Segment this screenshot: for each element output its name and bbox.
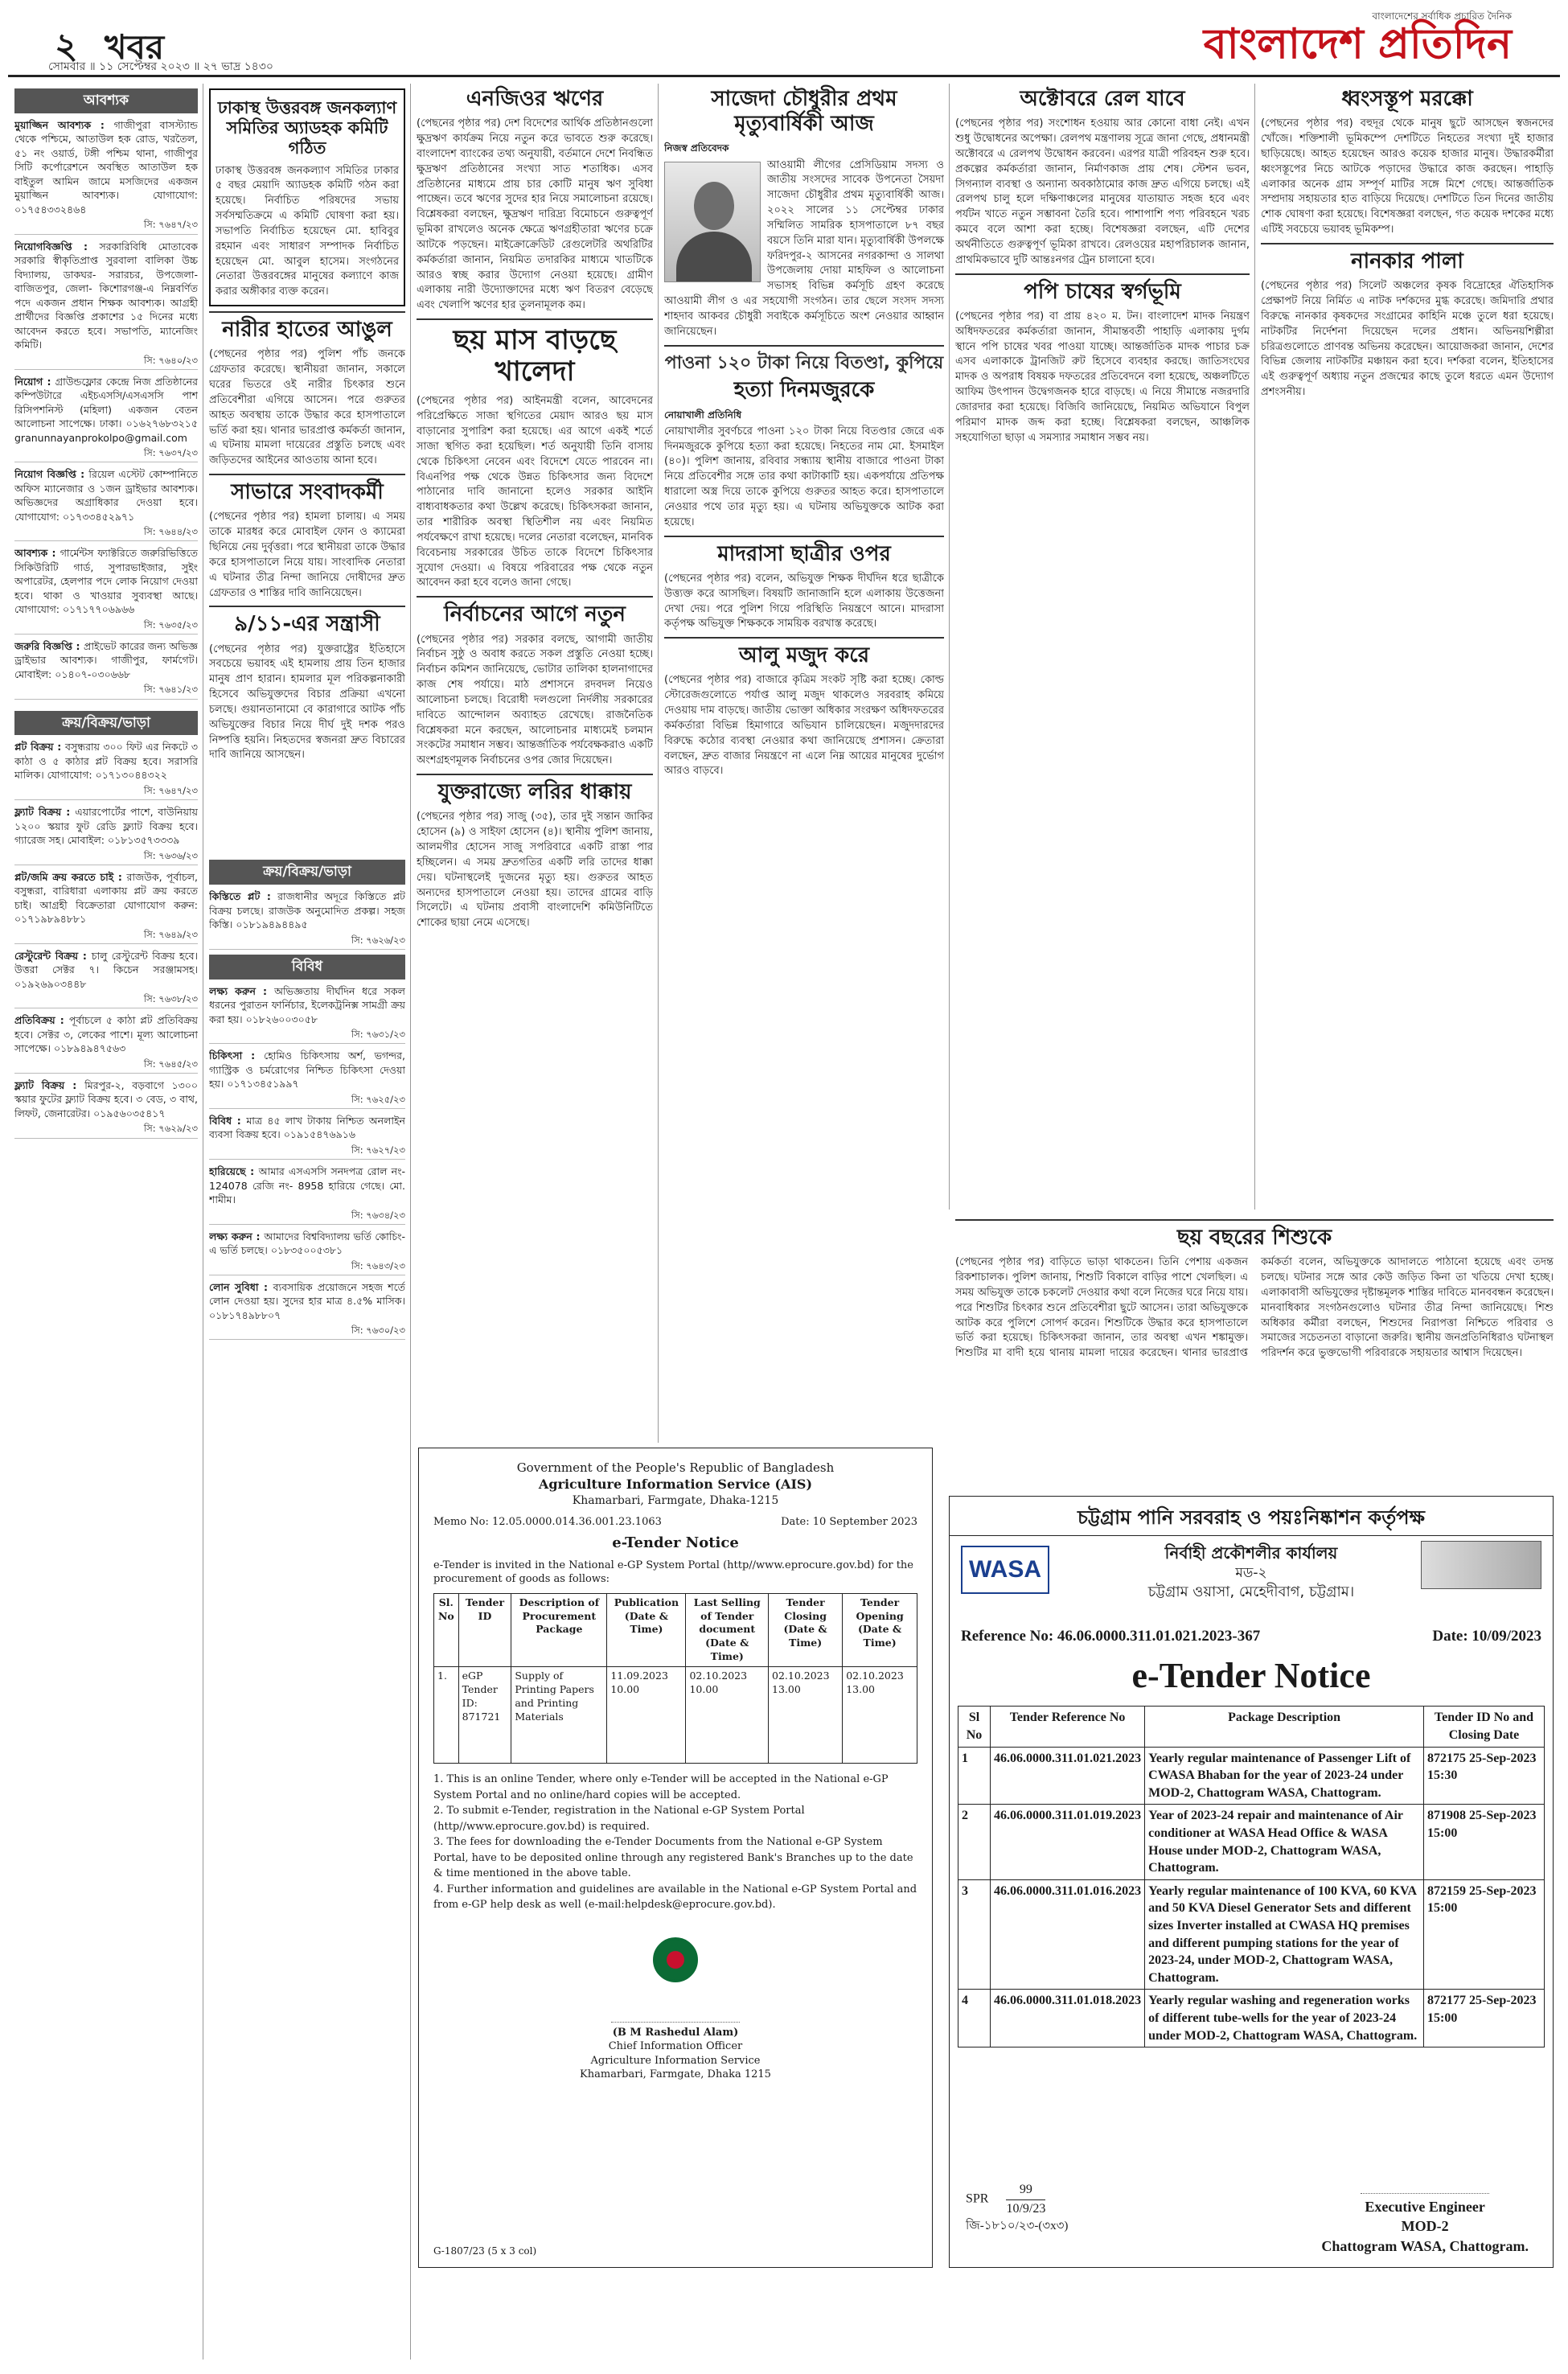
column-6 — [1261, 84, 1554, 1210]
wasa-spr-stamp — [1006, 2181, 1045, 2218]
column-4 — [664, 84, 944, 1443]
table-cell: 46.06.0000.311.01.018.2023 — [991, 1990, 1145, 2047]
classified-ref: সি: ৭৬৪৯/২৩ — [14, 928, 198, 944]
table-cell: 3 — [958, 1879, 991, 1990]
classified-ref: সি: ৭৬৪০/২৩ — [14, 354, 198, 370]
story-samiti — [209, 88, 405, 306]
table-cell: 02.10.2023 13.00 — [769, 1667, 843, 1764]
misc-header: বিবিধ — [209, 955, 405, 980]
ais-note: 1. This is an online Tender, where only e-Tender will be accepted in the National e-GP System Portal and no online/hard copies will be accepted. — [433, 1773, 889, 1801]
ais-signer-title: Chief Information Officer — [608, 2040, 743, 2053]
table-header-cell: Sl No — [958, 1707, 991, 1747]
story-headline: ঢাকাস্থ উত্তরবঙ্গ জনকল্যাণ সমিতির অ্যাডহক কমিটি গঠিত — [217, 98, 397, 158]
table-cell: 872175 25-Sep-2023 15:30 — [1424, 1747, 1545, 1805]
classified-item — [209, 1280, 405, 1341]
wasa-tender-table — [958, 1706, 1545, 2047]
column-3 — [417, 84, 653, 1443]
wasa-spr-date: 10/9/23 — [1006, 2201, 1046, 2216]
classified-ref: সি: ৭৬৩৭/২৩ — [14, 446, 198, 462]
table-cell: 46.06.0000.311.01.019.2023 — [991, 1805, 1145, 1879]
ais-signer-addr: Khamarbari, Farmgate, Dhaka 1215 — [580, 2068, 771, 2081]
ais-memo: Memo No: 12.05.0000.014.36.001.23.1063 — [433, 1515, 662, 1528]
classified-ref: সি: ৭৬৪৫/২৩ — [14, 1058, 198, 1074]
table-cell: 1 — [958, 1747, 991, 1805]
classified-title: নিয়োগ : — [14, 375, 55, 388]
table-cell: 1. — [434, 1667, 459, 1764]
classified-ref: সি: ৭৬৩৪/২৩ — [209, 1209, 405, 1225]
table-cell: 2 — [958, 1805, 991, 1879]
column-divider — [949, 84, 950, 1210]
classified-item — [14, 1078, 198, 1139]
classified-text: আমার এসএসসি সনদপত্র রোল নং- 124078 রেজি নং- 8958 হারিয়ে গেছে। মো. শামীম। — [209, 1165, 405, 1206]
story-body: আওয়ামী লীগের প্রেসিডিয়াম সদস্য ও জাতীয় সংসদের সাবেক উপনেতা সৈয়দা সাজেদা চৌধুরীর প্রথম মৃত্যুবার্ষিকী আজ। ২০২২ সালের ১১ সেপ্টেম্বর ঢাকার সম্মিলিত সামরিক হাসপাতালে ৮৭ বছর বয়সে তিনি মারা যান। মৃত্যুবার্ষিকী উপলক্ষে ফরিদপুর-২ আসনের নগরকান্দা ও সালথা উপজেলায় দোয়া মাহফিল ও আলোচনা সভাসহ বিভিন্ন কর্মসূচি গ্রহণ করেছে আওয়ামী লীগ ও এর সহযোগী সংগঠন। তার ছেলে সংসদ সদস্য শাহদাব আকবর চৌধুরী সবাইকে কর্মসূচিতে অংশ নেওয়ার আহ্বান জানিয়েছেন। — [664, 158, 944, 338]
table-header-cell: Description of Procurement Package — [511, 1593, 607, 1666]
wasa-signature-block — [1321, 2168, 1529, 2256]
classified-ref: সি: ৭৬২৬/২৩ — [209, 934, 405, 950]
classified-ref: সি: ৭৬৪১/২৩ — [14, 683, 198, 699]
table-header-cell: Tender ID No and Closing Date — [1424, 1707, 1545, 1747]
table-cell: 46.06.0000.311.01.021.2023 — [991, 1747, 1145, 1805]
story-byline: নিজস্ব প্রতিবেদক — [664, 142, 729, 154]
ais-date: Date: 10 September 2023 — [781, 1515, 917, 1528]
story-body: (পেছনের পৃষ্ঠার পর) আইনমন্ত্রী বলেন, আবেদনের পরিপ্রেক্ষিতে সাজা স্থগিতের মেয়াদ আরও ছয় মাস বাড়ানোর সুপারিশ করা হয়েছে। এর আগে একই শর্তে সাজা স্থগিত করা হয়েছিল। শর্ত অনুযায়ী তিনি বাসায় থেকে চিকিৎসা নেবেন এবং বিদেশে যেতে পারবেন না। বিএনপির পক্ষ থেকে উন্নত চিকিৎসার জন্য বিদেশে পাঠানোর দাবি জানানো হলেও সরকার আইনি বাধ্যবাধকতার কথা উল্লেখ করেছে। চিকিৎসকরা জানান, তার শারীরিক অবস্থা স্থিতিশীল নয় এবং নিয়মিত পর্যবেক্ষণে রাখা হয়েছে। দলের নেতারা বলেছেন, মানবিক বিবেচনায় সরকারের উচিত তাকে বিদেশে চিকিৎসার সুযোগ দেওয়া। এ বিষয়ে পরিবারের পক্ষ থেকে নতুন আবেদন করা হবে বলেও জানা গেছে। — [417, 395, 653, 589]
story-body: নোয়াখালীর সুবর্ণচরে পাওনা ১২০ টাকা নিয়ে বিতণ্ডার জেরে এক দিনমজুরকে কুপিয়ে হত্যা করা হয়েছে। নিহতের নাম মো. ইসমাইল (৪০)। পুলিশ জানায়, রবিবার সন্ধ্যায় স্থানীয় বাজারে পাওনা টাকা নিয়ে প্রতিবেশীর সঙ্গে তার কথা কাটাকাটি হয়। একপর্যায়ে প্রতিপক্ষ ধারালো অস্ত্র দিয়ে তাকে কুপিয়ে গুরুতর আহত করে। হাসপাতালে নেওয়ার পথে তার মৃত্যু হয়। এ ঘটনায় অভিযুক্তকে আটক করা হয়েছে। — [664, 425, 944, 528]
ais-intro: e-Tender is invited in the National e-GP System Portal (http//www.eprocure.gov.bd) for the procurement of goods as follows: — [433, 1559, 913, 1586]
classified-item — [14, 740, 198, 800]
classified-text: ব্যবসায়িক প্রয়োজনে সহজ শর্তে লোন দেওয়া হয়। সুদের হার মাত্র ৪.৫% মাসিক। ০১৮১৭৪৯৮৮০৭ — [209, 1280, 405, 1321]
classified-item — [14, 375, 198, 463]
classified-item — [14, 118, 198, 235]
story-body: (পেছনের পৃষ্ঠার পর) পুলিশ পাঁচ জনকে গ্রেফতার করেছে। স্থানীয়রা জানান, সকালে ঘরের ভিতরে ওই নারীর চিৎকার শুনে প্রতিবেশীরা এগিয়ে আসেন। পরে গুরুতর আহত অবস্থায় তাকে উদ্ধার করে হাসপাতালে ভর্তি করা হয়। থানার ভারপ্রাপ্ত কর্মকর্তা জানান, এ ঘটনায় মামলা দায়েরের প্রস্তুতি চলছে এবং জড়িতদের আইনের আওতায় আনা হবে। — [209, 348, 405, 467]
signature — [611, 1997, 740, 2023]
story-body: (পেছনের পৃষ্ঠার পর) দেশ বিদেশের আর্থিক প্রতিষ্ঠানগুলো ক্ষুদ্রঋণ কার্যক্রম নিয়ে নতুন করে ভাবতে শুরু করেছে। বাংলাদেশ ব্যাংকের তথ্য অনুযায়ী, বর্তমানে দেশে নিবন্ধিত ক্ষুদ্রঋণ প্রতিষ্ঠানের সংখ্যা সাত শতাধিক। এসব প্রতিষ্ঠানের মাধ্যমে প্রায় চার কোটি মানুষ ঋণ সুবিধা পাচ্ছেন। তবে ঋণের সুদের হার নিয়ে সমালোচনা রয়েছে। বিশ্লেষকরা বলছেন, ক্ষুদ্রঋণ দারিদ্র্য বিমোচনে গুরুত্বপূর্ণ ভূমিকা রাখলেও অনেক ক্ষেত্রে ঋণগ্রহীতারা ঋণের চক্রে আটকে পড়ছেন। মাইক্রোক্রেডিট রেগুলেটরি অথরিটির কর্মকর্তারা জানান, নিয়মিত তদারকির মাধ্যমে খাতটিকে আরও স্বচ্ছ করার উদ্যোগ নেওয়া হয়েছে। গ্রামীণ এলাকায় নারী উদ্যোক্তাদের মধ্যে ঋণ বিতরণ বেড়েছে এবং খেলাপি ঋণের হার তুলনামূলক কম। — [417, 117, 653, 312]
buysell-list — [14, 740, 198, 1138]
portrait-photo — [664, 162, 761, 282]
table-row — [958, 1805, 1545, 1879]
story-headline: মাদরাসা ছাত্রীর ওপর — [717, 541, 891, 566]
masthead — [8, 0, 1560, 77]
table-cell: eGP Tender ID: 871721 — [458, 1667, 511, 1764]
classified-item — [14, 240, 198, 370]
story-headline: সাভারে সংবাদকর্মী — [231, 480, 384, 505]
table-cell: 872177 25-Sep-2023 15:00 — [1424, 1990, 1545, 2047]
classified-ref: সি: ৭৬৪৭/২৩ — [14, 784, 198, 800]
classified-title: ফ্ল্যাট বিক্রয় : — [14, 1078, 85, 1091]
table-row — [958, 1990, 1545, 2047]
classified-title: জরুরি বিজ্ঞপ্তি : — [14, 639, 84, 652]
table-cell: Year of 2023-24 repair and maintenance of Air conditioner at WASA Head Office & WASA House under MOD-2, Chattogram WASA, Chattogram. — [1145, 1805, 1424, 1879]
column-divider — [410, 84, 411, 2360]
column-divider — [658, 84, 659, 1443]
newspaper-logo — [1204, 10, 1512, 67]
classified-title: ফ্ল্যাট বিক্রয় : — [14, 806, 76, 819]
table-row — [958, 1879, 1545, 1990]
wasa-signer-org: Chattogram WASA, Chattogram. — [1321, 2237, 1529, 2254]
table-cell: Yearly regular maintenance of 100 KVA, 60 KVA and 50 KVA Diesel Generator Sets and different sizes Inverter installed at CWASA HQ premises and different pumping stations for the year of 2023-24, under MOD-2, Chattogram WASA, Chattogram. — [1145, 1879, 1424, 1990]
wasa-bn-division: মড-২ — [1235, 1565, 1267, 1582]
story-kicker: পাওনা ১২০ টাকা নিয়ে বিতণ্ডা, কুপিয়ে — [664, 352, 944, 373]
ais-code: G-1807/23 (5 x 3 col) — [433, 2245, 537, 2257]
classified-item — [14, 805, 198, 865]
classified-ref: সি: ৭৬৩১/২৩ — [209, 1028, 405, 1044]
classified-text: মাত্র ৪৫ লাখ টাকায় নিশ্চিত অনলাইন ব্যবসা বিক্রয় হবে। ০১৯১৫৪৭৬৯১৬ — [209, 1114, 405, 1141]
logo-tagline: বাংলাদেশের সর্বাধিক প্রচারিত দৈনিক — [1372, 10, 1512, 22]
story-body: (পেছনের পৃষ্ঠার পর) বহুদূর থেকে মানুষ ছুটে আসছেন স্বজনদের খোঁজে। শক্তিশালী ভূমিকম্পে দেশটিতে নিহতের সংখ্যা দুই হাজার ছাড়িয়েছে। আহত হয়েছেন আরও কয়েক হাজার মানুষ। উদ্ধারকর্মীরা ধ্বংসস্তূপের নিচে আটকে পড়াদের উদ্ধারে কাজ করছেন। পাহাড়ি এলাকার অনেক গ্রাম সম্পূর্ণ মাটির সঙ্গে মিশে গেছে। আন্তর্জাতিক সম্প্রদায় সহায়তার হাত বাড়িয়ে দিয়েছে। দেশটিতে তিন দিনের জাতীয় শোক ঘোষণা করা হয়েছে। বিশেষজ্ঞরা বলছেন, গত কয়েক দশকের মধ্যে এটিই সবচেয়ে ভয়াবহ ভূমিকম্প। — [1261, 117, 1554, 236]
wasa-signer-div: MOD-2 — [1401, 2218, 1449, 2235]
wasa-spr-num: 99 — [1006, 2181, 1045, 2199]
classified-ref: সি: ৭৬৩৫/২৩ — [14, 618, 198, 635]
classifieds-header: আবশ্যক — [14, 88, 198, 113]
table-cell: 11.09.2023 10.00 — [607, 1667, 686, 1764]
classified-item — [14, 639, 198, 700]
classified-text: গ্রাউন্ডফ্লোর কেন্দ্রে নিজ প্রতিষ্ঠানের কম্পিউটারে এইচএসসি/এসএসসি পাশ রিসিপশনিস্ট (মহিলা) একজন বেতন আলোচনা সাপেক্ষে। ঢাকা। ০১৬২৭৬৮৩২১৫ granunnayanprokolpo@gmail.com — [14, 375, 198, 444]
classified-title: মুয়াজ্জিন আবশ্যক : — [14, 118, 114, 131]
classifieds-column — [14, 84, 198, 2360]
table-cell: 4 — [958, 1990, 991, 2047]
date-line: সোমবার ॥ ১১ সেপ্টেম্বর ২০২৩ ॥ ২৭ ভাদ্র ১৪৩০ — [48, 60, 273, 73]
wasa-header — [950, 1536, 1553, 1624]
story-headline: এনজিওর ঋণের — [466, 87, 604, 111]
story-body: (পেছনের পৃষ্ঠার পর) যুক্তরাষ্ট্রের ইতিহাসে সবচেয়ে ভয়াবহ এই হামলায় প্রায় তিন হাজার মানুষ প্রাণ হারান। হামলার মূল পরিকল্পনাকারী হিসেবে অভিযুক্তদের বিচার প্রক্রিয়া এখনো চলছে। গুয়ানতানামো বে কারাগারে আটক পাঁচ অভিযুক্তের বিচার নিয়ে দীর্ঘ দুই দশক পরও নিষ্পত্তি হয়নি। নিহতদের স্বজনরা দ্রুত বিচারের দাবি জানিয়ে আসছেন। — [209, 643, 405, 762]
ais-signer-org: Agriculture Information Service — [590, 2054, 761, 2067]
classified-text: সরকারিবিধি মোতাবেক সরকারি স্বীকৃতিপ্রাপ্ত সুরবালা বালিকা উচ্চ বিদ্যালয়, ডাকঘর- সরারচর, উপজেলা- বাজিতপুর, জেলা- কিশোরগঞ্জ-এ নিম্নবর্ণিত পদে একজন প্রধান শিক্ষক আবশ্যক। আগ্রহী প্রার্থীদের বিজ্ঞপ্তি প্রকাশের ১৫ দিনের মধ্যে আবেদন করতে হবে। সভাপতি, ম্যানেজিং কমিটি। — [14, 240, 198, 351]
wasa-spr — [966, 2181, 1068, 2235]
table-cell: 46.06.0000.311.01.016.2023 — [991, 1879, 1145, 1990]
classified-text: গার্মেন্টস ফ্যাক্টরিতে জরুরিভিত্তিতে সিকিউরিটি গার্ড, সুপারভাইজার, সুইং অপারেটর, হেলপার পদে লোক নিয়োগ দেওয়া হবে। থাকা ও খাওয়ার সুব্যবস্থা আছে। যোগাযোগ: ০১৭১৭৭০৬৯৬৬ — [14, 547, 198, 616]
classified-item — [209, 1164, 405, 1225]
wasa-bn-org: চট্টগ্রাম পানি সরবরাহ ও পয়ঃনিষ্কাশন কর্তৃপক্ষ — [950, 1497, 1553, 1536]
ais-title: e-Tender Notice — [612, 1534, 739, 1552]
classified-text: চালু রেস্টুরেন্ট বিক্রয় হবে। উত্তরা সেক্টর ৭। কিচেন সরঞ্জামসহ। ০১৯২৬৯০৩৪৪৮ — [14, 949, 198, 990]
table-header-cell: Sl. No — [434, 1593, 459, 1666]
wasa-tender-notice — [949, 1496, 1554, 2268]
classified-text: অভিজ্ঞতায় দীর্ঘদিন ধরে সকল ধরনের পুরাতন ফার্নিচার, ইলেকট্রনিক্স সামগ্রী ক্রয় করা হয়। ০১৮২৬০০৩০৫৮ — [209, 984, 405, 1025]
classified-title: লক্ষ্য করুন : — [209, 984, 275, 997]
story-headline: নারীর হাতের আঙুল — [222, 318, 392, 343]
page-number: ২ — [55, 26, 78, 67]
classified-ref: সি: ৭৬২৯/২৩ — [14, 1122, 198, 1138]
ais-gov: Government of the People's Republic of Bangladesh — [516, 1460, 835, 1475]
ais-org: Agriculture Information Service (AIS) — [538, 1477, 813, 1493]
classified-title: লক্ষ্য করুন : — [209, 1230, 265, 1242]
wasa-ref-line — [950, 1624, 1553, 1649]
table-cell: 872159 25-Sep-2023 15:00 — [1424, 1879, 1545, 1990]
signature — [1361, 2168, 1489, 2194]
ais-note: 3. The fees for downloading the e-Tender Documents from the National e-GP System Portal, have to be deposited online through any registered Bank's Branches up to the date & time mentioned in the above table. — [433, 1836, 913, 1880]
story-body: (পেছনের পৃষ্ঠার পর) বাজারে কৃত্রিম সংকট সৃষ্টি করা হচ্ছে। কোল্ড স্টোরেজগুলোতে পর্যাপ্ত আলু মজুদ থাকলেও সরবরাহ কমিয়ে দেওয়ায় দাম বাড়ছে। জাতীয় ভোক্তা অধিকার সংরক্ষণ অধিদফতরের কর্মকর্তারা বিভিন্ন হিমাগারে অভিযান চালিয়েছেন। মজুদদারদের বিরুদ্ধে কঠোর ব্যবস্থা নেওয়ার কথা জানিয়েছে প্রশাসন। ক্রেতারা বলছেন, দ্রুত বাজার নিয়ন্ত্রণে না এলে নিম্ন আয়ের মানুষের দুর্ভোগ আরও বাড়বে। — [664, 674, 944, 778]
classified-text: প্রাইভেট কারের জন্য অভিজ্ঞ ড্রাইভার আবশ্যক। গাজীপুর, ফার্মগেট। মোবাইল: ০১৪০৭-০৩০৬৬৮ — [14, 639, 198, 680]
ais-address: Khamarbari, Farmgate, Dhaka-1215 — [572, 1493, 779, 1507]
ais-note: 2. To submit e-Tender, registration in the National e-GP System Portal (http//www.eprocure.gov.bd) is required. — [433, 1805, 805, 1833]
table-cell: 871908 25-Sep-2023 15:00 — [1424, 1805, 1545, 1879]
pm-photo — [1421, 1541, 1541, 1589]
classifieds-list — [14, 118, 198, 700]
classified-title: প্রতিবিক্রয় : — [14, 1014, 69, 1027]
table-header-cell: Tender Reference No — [991, 1707, 1145, 1747]
ais-note: 4. Further information and guidelines are available in the National e-GP System Portal and from e-GP help desk as well (e-mail:helpdesk@eprocure.gov.bd). — [433, 1883, 917, 1912]
wasa-logo: WASA — [961, 1546, 1049, 1594]
classified-ref: সি: ৭৬৪৪/২৩ — [14, 525, 198, 541]
story-headline: সাজেদা চৌধুরীর প্রথম মৃত্যুবার্ষিকী আজ — [711, 87, 897, 137]
classified-text: রিয়েল এস্টেট কোম্পানিতে অফিস ম্যানেজার ও ১জন ড্রাইভার আবশ্যক। অভিজ্ঞদের অগ্রাধিকার দেওয়া হবে। যোগাযোগ: ০১৭৩৩৪৫২৯৭১ — [14, 468, 198, 523]
classified-title: বিবিধ : — [209, 1114, 247, 1127]
classified-text: আমাদের বিশ্ববিদ্যালয় ভর্তি কোচিং-এ ভর্তি চলছে। ০১৮৩৫০০৫৩৮১ — [209, 1230, 405, 1257]
wasa-bn-address: চট্টগ্রাম ওয়াসা, মেহেদীবাগ, চট্টগ্রাম। — [1147, 1583, 1355, 1601]
classified-text: এয়ারপোর্টের পাশে, বাউনিয়ায় ১২০০ স্কয়ার ফুট রেডি ফ্ল্যাট বিক্রয় হবে। গ্যারেজ সহ। মোবাইল: ০১৮১৩৫৭৩৩৩৯ — [14, 806, 198, 847]
classified-text: গাজীপুরা বাসস্ট্যান্ড থেকে পশ্চিমে, আতাউল হক রোড, খরতৈল, ৫১ নং ওয়ার্ড, টঙ্গী পশ্চিম থানা, গাজীপুর সিটি কর্পোরেশনে অবস্থিত আতাউল হক বাইতুল আমিন জামে মসজিদের একজন মুয়াজ্জিন আবশ্যক। যোগাযোগ: ০১৭৫৪৩৩২৪৬৪ — [14, 118, 198, 216]
table-cell: Yearly regular washing and regeneration works of different tube-wells for the year of 2023-24 under MOD-2, Chattogram WASA, Chattogram. — [1145, 1990, 1424, 2047]
classified-title: চিকিৎসা : — [209, 1049, 265, 1062]
story-headline: নির্বাচনের আগে নতুন — [444, 602, 626, 627]
story-headline: ছয় মাস বাড়ছে খালেদা — [453, 324, 617, 388]
story-headline: ধ্বংসস্তূপ মরক্কো — [1341, 87, 1473, 111]
table-header-cell: Last Selling of Tender document (Date & Time) — [686, 1593, 769, 1666]
story-headline: আলু মজুদ করে — [738, 643, 870, 668]
ais-signer: (B M Rashedul Alam) — [612, 2026, 739, 2039]
ais-signature-block — [433, 1997, 917, 2082]
classified-title: প্লট/জমি ক্রয় করতে চাই : — [14, 870, 127, 883]
column-5 — [955, 84, 1250, 1210]
story-headline: নানকার পালা — [1351, 248, 1463, 273]
wasa-reference: Reference No: 46.06.0000.311.01.021.2023-367 — [961, 1628, 1261, 1645]
wasa-title: e-Tender Notice — [1131, 1656, 1371, 1696]
classified-title: হারিয়েছে : — [209, 1165, 259, 1178]
buysell2-header: ক্রয়/বিক্রয়/ভাড়া — [209, 860, 405, 885]
ais-notes — [433, 1772, 917, 1913]
classified-title: নিয়োগ বিজ্ঞপ্তি : — [14, 468, 89, 481]
ais-tender-table — [433, 1593, 917, 1764]
classified-text: মিরপুর-২, বড়বাগে ১৩০০ স্কয়ার ফুটের ফ্ল্যাট বিক্রয় হবে। ৩ বেড, ৩ বাথ, লিফট, জেনারেটর। ০১৯৫৬০৩৫৪১৭ — [14, 1078, 198, 1119]
table-cell: Yearly regular maintenance of Passenger Lift of CWASA Bhaban for the year of 2023-24 under MOD-2, Chattogram WASA, Chattogram. — [1145, 1747, 1424, 1805]
classified-ref: সি: ৭৬৩৬/২৩ — [14, 849, 198, 865]
table-header-cell: Publication (Date & Time) — [607, 1593, 686, 1666]
classified-ref: সি: ৭৬৪৭/২৩ — [14, 218, 198, 234]
table-row — [958, 1747, 1545, 1805]
table-cell: 02.10.2023 10.00 — [686, 1667, 769, 1764]
classified-item — [209, 1114, 405, 1160]
story-body: (পেছনের পৃষ্ঠার পর) বাড়িতে ভাড়া থাকতেন। তিনি পেশায় একজন রিকশাচালক। পুলিশ জানায়, শিশুটি বিকালে বাড়ির পাশে খেলছিল। এ সময় অভিযুক্ত তাকে চকলেট দেওয়ার কথা বলে নিজের ঘরে নিয়ে যায়। পরে শিশুটির চিৎকার শুনে প্রতিবেশীরা ছুটে আসেন। তারা অভিযুক্তকে আটক করে পুলিশে সোপর্দ করেন। শিশুটিকে উদ্ধার করে হাসপাতালে ভর্তি করা হয়েছে। চিকিৎসকরা জানান, তার অবস্থা এখন শঙ্কামুক্ত। শিশুটির মা বাদী হয়ে থানায় মামলা দায়ের করেছেন। থানার ভারপ্রাপ্ত কর্মকর্তা বলেন, অভিযুক্তকে আদালতে পাঠানো হয়েছে এবং তদন্ত চলছে। ঘটনার সঙ্গে আর কেউ জড়িত কিনা তা খতিয়ে দেখা হচ্ছে। এলাকাবাসী অভিযুক্তের দৃষ্টান্তমূলক শাস্তির দাবিতে মানববন্ধন করেছেন। মানবাধিকার সংগঠনগুলোও ঘটনার তীব্র নিন্দা জানিয়েছে। শিশু অধিকার কর্মীরা বলছেন, শিশুদের নিরাপত্তা নিশ্চিতে পরিবার ও সমাজের সচেতনতা বাড়ানো জরুরি। স্থানীয় জনপ্রতিনিধিরাও ঘটনাস্থল পরিদর্শন করে ভুক্তভোগী পরিবারকে সহায়তার আশ্বাস দিয়েছেন। — [955, 1256, 1554, 1360]
classified-item — [14, 467, 198, 541]
classified-title: রেস্টুরেন্ট বিক্রয় : — [14, 949, 92, 962]
story-headline: পপি চাষের স্বর্গভূমি — [1024, 279, 1181, 304]
story-byline: নোয়াখালী প্রতিনিধি — [664, 409, 742, 421]
ais-tender-notice — [418, 1448, 933, 2268]
story-headline: ৯/১১-এর সন্ত্রাসী — [234, 612, 380, 637]
classified-text: পূর্বাচলে ৫ কাঠা প্লট প্রতিবিক্রয় হবে। সেক্টর ৩, লেকের পাশে। মূল্য আলোচনা সাপেক্ষে। ০১৮৯৪৯৪৭৫৬৩ — [14, 1014, 198, 1055]
classified-item — [209, 889, 405, 950]
column-2 — [209, 84, 405, 2360]
table-cell: 02.10.2023 13.00 — [843, 1667, 917, 1764]
story-body: (পেছনের পৃষ্ঠার পর) হামলা চালায়। এ সময় তাকে মারধর করে মোবাইল ফোন ও ক্যামেরা ছিনিয়ে নেয় দুর্বৃত্তরা। পরে স্থানীয়রা তাকে উদ্ধার করে হাসপাতালে নিয়ে যায়। সাংবাদিক নেতারা এ ঘটনার তীব্র নিন্দা জানিয়ে দোষীদের দ্রুত গ্রেফতার ও শাস্তির দাবি জানিয়েছেন। — [209, 511, 405, 599]
classified-ref: সি: ৭৬২৫/২৩ — [209, 1093, 405, 1109]
story-body: (পেছনের পৃষ্ঠার পর) সিলেট অঞ্চলের কৃষক বিদ্রোহের ঐতিহাসিক প্রেক্ষাপট নিয়ে নির্মিত এ নাটক দর্শকদের মুগ্ধ করেছে। জমিদারি প্রথার বিরুদ্ধে নানকার কৃষকদের সংগ্রামের কাহিনি মঞ্চে তুলে ধরা হয়েছে। নাটকটির নির্দেশনা দিয়েছেন দলের প্রধান। অভিনয়শিল্পীরা চরিত্রগুলোতে প্রাণবন্ত অভিনয় করেছেন। আয়োজকরা জানান, দেশের বিভিন্ন জেলায় নাটকটির মঞ্চায়ন করা হবে। দর্শকরা বলেন, ইতিহাসের এই গুরুত্বপূর্ণ অধ্যায় নতুন প্রজন্মের কাছে তুলে ধরতে এমন উদ্যোগ প্রশংসনীয়। — [1261, 280, 1554, 399]
story-headline: অক্টোবরে রেল যাবে — [1020, 87, 1185, 111]
story-body: (পেছনের পৃষ্ঠার পর) বলেন, অভিযুক্ত শিক্ষক দীর্ঘদিন ধরে ছাত্রীকে উত্ত্যক্ত করে আসছিল। বিষয়টি জানাজানি হলে এলাকায় উত্তেজনা দেখা দেয়। পরে পুলিশ গিয়ে পরিস্থিতি নিয়ন্ত্রণে আনে। মাদরাসা কর্তৃপক্ষ অভিযুক্ত শিক্ষককে সাময়িক বরখাস্ত করেছে। — [664, 572, 944, 630]
classified-title: নিয়োগবিজ্ঞপ্তি : — [14, 240, 100, 253]
classified-text: বসুন্ধরায় ৩০০ ফিট এর নিকটে ৩ কাঠা ও ৫ কাঠার প্লট বিক্রয় হবে। সরাসরি মালিক। যোগাযোগ: ০১৭১৩০৪৪৩২২ — [14, 741, 198, 782]
classified-item — [14, 1013, 198, 1074]
classified-item — [209, 1230, 405, 1275]
classified-title: কিস্তিতে প্লট : — [209, 890, 271, 903]
page-section: খবর — [105, 27, 165, 67]
ais-memo-line — [433, 1515, 917, 1530]
classified-title: আবশ্যক : — [14, 547, 60, 560]
table-header-cell: Tender Closing (Date & Time) — [769, 1593, 843, 1666]
story-body: (পেছনের পৃষ্ঠার পর) সাজু (৩৫), তার দুই সন্তান জাকির হোসেন (৯) ও সাইফা হোসেন (৪)। স্থানীয় পুলিশ জানায়, আলমগীর হোসেন সাজু সপরিবারে একটি রাস্তা পার হচ্ছিলেন। এ সময় দ্রুতগতির একটি লরি তাদের ধাক্কা দেয়। ঘটনাস্থলেই দুজনের মৃত্যু হয়। গুরুতর আহত অন্যদের হাসপাতালে নেওয়া হয়। তাদের গ্রামের বাড়ি সিলেটে। এ ঘটনায় প্রবাসী বাংলাদেশি কমিউনিটিতে শোকের ছায়া নেমে এসেছে। — [417, 811, 653, 930]
classified-text: হোমিও চিকিৎসায় অর্শ, ভগন্দর, গ্যাস্ট্রিক ও চর্মরোগের নিশ্চিত চিকিৎসা দেওয়া হয়। ০১৭১৩৪৫১৯৯৭ — [209, 1049, 405, 1090]
story-body: ঢাকাস্থ উত্তরবঙ্গ জনকল্যাণ সমিতির ঢাকার ৫ বছর মেয়াদি অ্যাডহক কমিটি গঠন করা হয়েছে। নির্বাচিত পরিষদের সভায় সর্বসম্মতিক্রমে এ কমিটি ঘোষণা করা হয়। সভাপতি নির্বাচিত হয়েছেন মো. হাবিবুর রহমান এবং সাধারণ সম্পাদক নির্বাচিত হয়েছেন মো. আবুল হাসেম। সংগঠনের নেতারা উত্তরবঙ্গের মানুষের কল্যাণে কাজ করার অঙ্গীকার ব্যক্ত করেন। — [215, 164, 399, 298]
story-body: (পেছনের পৃষ্ঠার পর) সংশোধন হওয়ায় আর কোনো বাধা নেই। এখন শুধু উদ্বোধনের অপেক্ষা। রেলপথ মন্ত্রণালয় সূত্রে জানা গেছে, প্রধানমন্ত্রী অক্টোবরে এ রেলপথ উদ্বোধন করবেন। এরপর যাত্রী পরিবহন শুরু হবে। প্রকল্পের কর্মকর্তারা জানান, নির্মাণকাজ প্রায় শেষ। স্টেশন ভবন, সিগন্যাল ব্যবস্থা ও অন্যান্য অবকাঠামোর কাজ দ্রুত এগিয়ে চলছে। এই রেলপথ চালু হলে দক্ষিণাঞ্চলের মানুষের যাতায়াত সহজ হবে এবং পর্যটন খাতে নতুন সম্ভাবনা তৈরি হবে। পাশাপাশি পণ্য পরিবহনে খরচ কমবে বলে আশা করা হচ্ছে। বিশেষজ্ঞরা বলছেন, এটি দেশের অর্থনীতিতে গুরুত্বপূর্ণ ভূমিকা রাখবে। রেলওয়ের মহাপরিচালক জানান, প্রাথমিকভাবে দুটি আন্তঃনগর ট্রেন চালানো হবে। — [955, 117, 1250, 266]
classified-text: রাজউক, পূর্বাচল, বসুন্ধরা, বারিধারা এলাকায় প্লট ক্রয় করতে চাই। আগ্রহী বিক্রেতারা যোগাযোগ করুন: ০১৭১৯৮৯৪৮৮১ — [14, 870, 198, 926]
story-headline: হত্যা দিনমজুরকে — [733, 378, 875, 403]
story-headline: ছয় বছরের শিশুকে — [1176, 1226, 1332, 1250]
story-headline: যুক্তরাজ্যে লরির ধাক্কায় — [437, 780, 632, 805]
misc-list — [209, 984, 405, 1341]
classified-item — [14, 546, 198, 635]
wasa-date: Date: 10/09/2023 — [1432, 1628, 1541, 1645]
classified-item — [14, 949, 198, 1009]
classified-item — [14, 870, 198, 944]
classified-item — [209, 984, 405, 1045]
wasa-signer-title: Executive Engineer — [1365, 2199, 1485, 2216]
wasa-spr-label: SPR — [966, 2191, 989, 2206]
classified-ref: সি: ৭৬২৭/২৩ — [209, 1144, 405, 1160]
column-divider — [1254, 84, 1255, 1210]
table-cell: Supply of Printing Papers and Printing Materials — [511, 1667, 607, 1764]
buysell-header: ক্রয়/বিক্রয়/ভাড়া — [14, 711, 198, 736]
classified-title: লোন সুবিধা : — [209, 1280, 273, 1293]
story-body: (পেছনের পৃষ্ঠার পর) বা প্রায় ৪২০ ম. টন। বাংলাদেশ মাদক নিয়ন্ত্রণ অধিদফতরের কর্মকর্তারা জানান, সীমান্তবর্তী পাহাড়ি এলাকায় দুর্গম স্থানে পপি চাষের খবর পাওয়া যাচ্ছে। আন্তর্জাতিক মাদক পাচার চক্র এসব এলাকাকে ট্রানজিট রুট হিসেবে ব্যবহার করছে। জাতিসংঘের মাদক ও অপরাধ বিষয়ক দফতরের প্রতিবেদনে বলা হয়েছে, অঞ্চলটিতে আফিম উৎপাদন উদ্বেগজনক হারে বাড়ছে। এ নিয়ে সীমান্তে নজরদারি জোরদার করা হয়েছে। বিজিবি জানিয়েছে, নিয়মিত অভিযানে বিপুল পরিমাণ মাদক জব্দ করা হচ্ছে। বিশ্লেষকরা বলছেন, আঞ্চলিক সহযোগিতা ছাড়া এ সমস্যার সমাধান সম্ভব নয়। — [955, 310, 1250, 444]
classified-ref: সি: ৭৬৩৮/২৩ — [14, 992, 198, 1008]
table-header-cell: Package Description — [1145, 1707, 1424, 1747]
story-body: (পেছনের পৃষ্ঠার পর) সরকার বলছে, আগামী জাতীয় নির্বাচন সুষ্ঠু ও অবাধ করতে সকল প্রস্তুতি নেওয়া হচ্ছে। নির্বাচন কমিশন জানিয়েছে, ভোটার তালিকা হালনাগাদের কাজ শেষ পর্যায়ে। মাঠ প্রশাসনে রদবদল নিয়েও আলোচনা চলছে। বিরোধী দলগুলো নির্দলীয় সরকারের দাবিতে আন্দোলন অব্যাহত রেখেছে। রাজনৈতিক বিশ্লেষকরা মনে করছেন, আলোচনার মাধ্যমেই চলমান সংকটের সমাধান সম্ভব। আন্তর্জাতিক পর্যবেক্ষকরাও একটি অংশগ্রহণমূলক নির্বাচনের ওপর জোর দিয়েছেন। — [417, 633, 653, 767]
classified-ref: সি: ৭৬৪৩/২৩ — [209, 1259, 405, 1275]
table-header-cell: Tender ID — [458, 1593, 511, 1666]
wasa-bn-office: নির্বাহী প্রকৌশলীর কার্যালয় — [1164, 1543, 1338, 1563]
wasa-bn-code: জি-১৮১০/২৩-(৩x৩) — [966, 2220, 1069, 2232]
classified-ref: সি: ৭৬৩০/২৩ — [209, 1324, 405, 1340]
bottom-story — [955, 1214, 1554, 1472]
classified-title: প্লট বিক্রয় : — [14, 741, 66, 754]
classified-item — [209, 1049, 405, 1109]
logo-name: বাংলাদেশ প্রতিদিন — [1203, 19, 1512, 69]
classified-text: রাজধানীর অদূরে কিস্তিতে প্লট বিক্রয় চলছে। রাজউক অনুমোদিত প্রকল্প। সহজ কিস্তি। ০১৮১৯৪৯৪৪৯৫ — [209, 890, 405, 931]
ais-emblem — [433, 1937, 917, 1982]
table-header-cell: Tender Opening (Date & Time) — [843, 1593, 917, 1666]
